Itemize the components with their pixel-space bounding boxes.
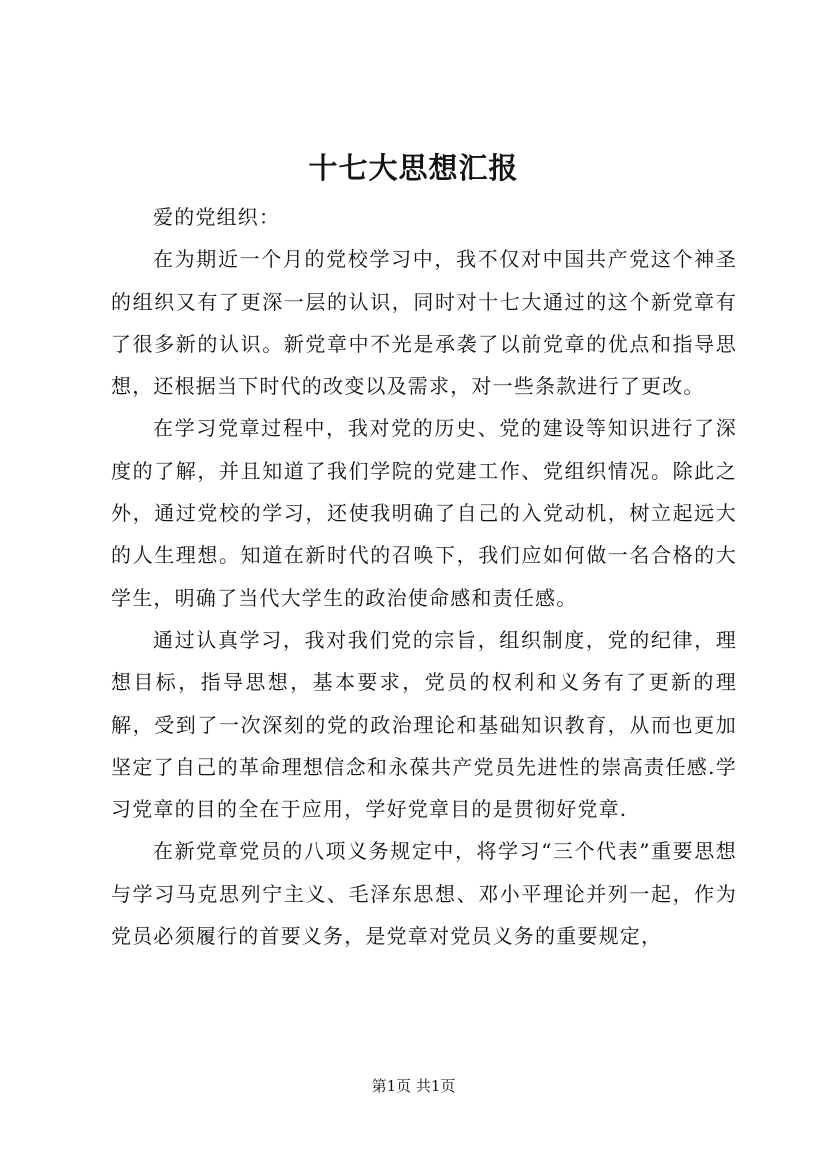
document-body: [111, 196, 737, 957]
paragraph: 在新党章党员的八项义务规定中，将学习“三个代表”重要思想与学习马克思列宁主义、毛泽东思想、邓小平理论并列一起，作为党员必须履行的首要义务，是党章对党员义务的重要规定，: [111, 839, 737, 949]
paragraph: 在学习党章过程中，我对党的历史、党的建设等知识进行了深度的了解，并且知道了我们学院的党建工作、党组织情况。除此之外，通过党校的学习，还使我明确了自己的入党动机，树立起远大的人生理想。知道在新时代的召唤下，我们应如何做一名合格的大学生，明确了当代大学生的政治使命感和责任感。: [111, 416, 737, 610]
paragraph: 通过认真学习，我对我们党的宗旨，组织制度，党的纪律，理想目标，指导思想，基本要求，党员的权利和义务有了更新的理解，受到了一次深刻的党的政治理论和基础知识教育，从而也更加坚定了自己的革命理想信念和永葆共产党员先进性的崇高责任感.学习党章的目的全在于应用，学好党章目的是贯彻好党章.: [111, 627, 737, 822]
page-footer: 第1页 共1页: [371, 1077, 456, 1095]
paragraph: 在为期近一个月的党校学习中，我不仅对中国共产党这个神圣的组织又有了更深一层的认识，同时对十七大通过的这个新党章有了很多新的认识。新党章中不光是承袭了以前党章的优点和指导思想，还根据当下时代的改变以及需求，对一些条款进行了更改。: [111, 247, 737, 399]
document-title: 十七大思想汇报: [308, 151, 519, 185]
salutation: 爱的党组织：: [153, 205, 281, 229]
